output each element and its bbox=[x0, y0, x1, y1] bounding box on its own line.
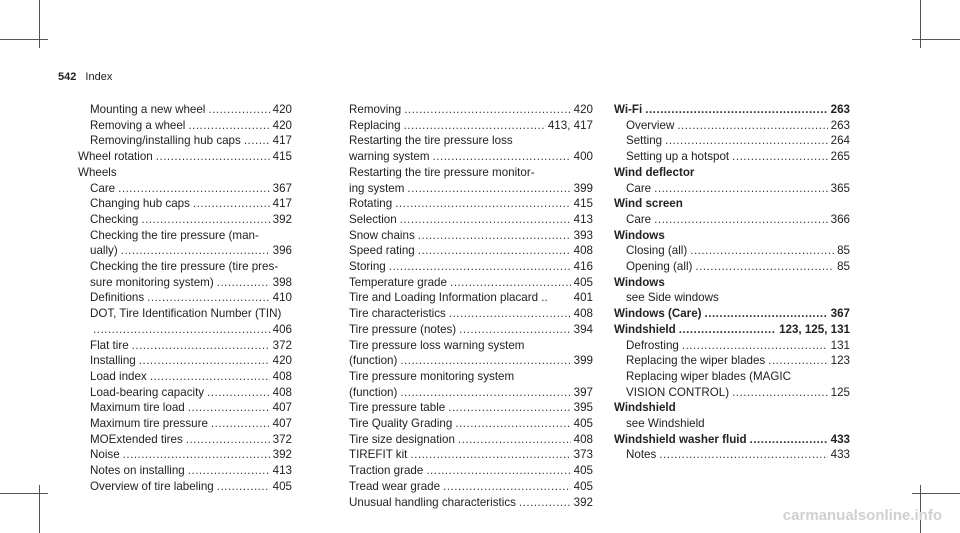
index-entry-term: ing system bbox=[349, 181, 405, 195]
index-entry-term: VISION CONTROL) bbox=[626, 385, 730, 399]
index-entry bbox=[614, 212, 850, 228]
index-entry-term: Wi-Fi bbox=[614, 103, 643, 116]
index-entry bbox=[614, 228, 850, 244]
index-entry bbox=[78, 447, 292, 463]
index-entry-term: Traction grade bbox=[349, 464, 424, 478]
index-entry bbox=[349, 118, 593, 134]
index-entry-term: Opening (all) bbox=[626, 260, 693, 274]
index-entry bbox=[78, 165, 292, 181]
index-entry-term: Wheel rotation bbox=[78, 150, 153, 164]
index-entry-term: Care bbox=[626, 212, 652, 226]
index-entry bbox=[614, 118, 850, 134]
index-entry bbox=[614, 338, 850, 354]
index-entry bbox=[78, 243, 292, 259]
page-reference[interactable]: 392 bbox=[272, 448, 292, 462]
index-entry-term: Overview of tire labeling bbox=[90, 479, 214, 493]
index-entry-term: Mounting a new wheel bbox=[90, 103, 206, 116]
page-reference[interactable]: 393 bbox=[573, 228, 593, 242]
index-entry-term: Flat tire bbox=[90, 338, 129, 352]
page-reference[interactable]: 420 bbox=[272, 354, 292, 368]
index-entry-term: Closing (all) bbox=[626, 244, 688, 258]
index-entry-term: (function) bbox=[349, 385, 398, 399]
dot-leader bbox=[665, 133, 828, 149]
index-entry-term: Windshield washer fluid bbox=[614, 432, 747, 446]
index-entry-term: Tire and Loading Information placard .. bbox=[349, 291, 548, 305]
crop-mark bbox=[39, 0, 40, 48]
index-entry-term: Noise bbox=[90, 448, 120, 462]
index-entry bbox=[349, 243, 593, 259]
dot-leader bbox=[695, 259, 834, 275]
index-entry bbox=[614, 181, 850, 197]
page-reference[interactable]: 405 bbox=[573, 479, 593, 493]
index-entry-term: Unusual handling characteristics bbox=[349, 495, 516, 509]
index-entry-term: Removing a wheel bbox=[90, 118, 186, 132]
index-entry-term: Changing hub caps bbox=[90, 197, 190, 211]
dot-leader bbox=[679, 322, 776, 338]
dot-leader bbox=[677, 118, 827, 134]
page-reference[interactable]: 264 bbox=[830, 134, 850, 148]
index-entry bbox=[614, 259, 850, 275]
index-entry bbox=[78, 416, 292, 432]
dot-leader bbox=[732, 385, 828, 401]
index-entry bbox=[614, 322, 850, 338]
index-entry-term: Speed rating bbox=[349, 244, 415, 258]
dot-leader bbox=[150, 369, 270, 385]
index-entry-term: Storing bbox=[349, 260, 386, 274]
page-reference[interactable]: 399 bbox=[573, 181, 593, 195]
index-entry-term: Wind screen bbox=[614, 197, 683, 211]
dot-leader bbox=[433, 149, 571, 165]
index-entry-term: Tire size designation bbox=[349, 432, 455, 446]
index-entry-term: Maximum tire pressure bbox=[90, 417, 208, 431]
index-entry-term: warning system bbox=[349, 150, 430, 164]
dot-leader bbox=[244, 133, 270, 149]
page-reference[interactable]: 420 bbox=[573, 103, 593, 116]
index-entry bbox=[349, 479, 593, 495]
dot-leader bbox=[217, 275, 270, 291]
page-reference[interactable]: 413 bbox=[272, 464, 292, 478]
dot-leader bbox=[118, 181, 270, 197]
index-entry-term: Windows (Care) bbox=[614, 307, 702, 321]
index-entry bbox=[614, 432, 850, 448]
index-entry bbox=[614, 306, 850, 322]
index-entry bbox=[78, 133, 292, 149]
page-reference[interactable]: 366 bbox=[830, 212, 850, 226]
page-reference[interactable]: 401 bbox=[573, 291, 593, 305]
index-column-2 bbox=[349, 102, 593, 510]
index-entry-term: Windows bbox=[614, 275, 665, 289]
page-reference[interactable]: 408 bbox=[573, 307, 593, 321]
page-reference[interactable]: 416 bbox=[573, 260, 593, 274]
page-reference[interactable]: 415 bbox=[573, 197, 593, 211]
dot-leader bbox=[147, 290, 270, 306]
index-entry-term: Tire pressure table bbox=[349, 401, 446, 415]
dot-leader bbox=[404, 102, 570, 118]
index-entry-term: Notes on installing bbox=[90, 464, 185, 478]
dot-leader bbox=[188, 118, 269, 134]
page-reference[interactable]: 417 bbox=[272, 197, 292, 211]
section-title: Index bbox=[85, 71, 113, 83]
index-entry-term: Care bbox=[626, 181, 652, 195]
index-entry-term: Tread wear grade bbox=[349, 479, 441, 493]
dot-leader bbox=[400, 212, 571, 228]
index-entry bbox=[78, 102, 292, 118]
index-entry-term: Checking bbox=[90, 212, 139, 226]
page-reference[interactable]: 417 bbox=[272, 134, 292, 148]
index-entry-term: Setting bbox=[626, 134, 663, 148]
index-entry bbox=[349, 432, 593, 448]
index-entry bbox=[614, 385, 850, 401]
page-reference[interactable]: 85 bbox=[837, 260, 850, 274]
index-entry-term: MOExtended tires bbox=[90, 432, 183, 446]
dot-leader bbox=[217, 479, 270, 495]
page-reference[interactable]: 398 bbox=[272, 275, 292, 289]
index-entry-text: see Windshield bbox=[626, 417, 705, 431]
index-entry bbox=[349, 196, 593, 212]
dot-leader bbox=[750, 432, 828, 448]
page-reference[interactable]: 392 bbox=[272, 212, 292, 226]
index-entry bbox=[78, 353, 292, 369]
index-entry bbox=[78, 322, 292, 338]
index-entry bbox=[349, 149, 593, 165]
index-entry-term: Rotating bbox=[349, 197, 393, 211]
index-entry bbox=[78, 118, 292, 134]
page-reference[interactable]: 365 bbox=[830, 181, 850, 195]
dot-leader bbox=[389, 259, 571, 275]
page-reference[interactable]: 263 bbox=[830, 103, 850, 116]
page-reference[interactable]: 413, 417 bbox=[547, 118, 593, 132]
index-entry-term: Windshield bbox=[614, 322, 676, 336]
dot-leader bbox=[448, 400, 570, 416]
index-entry-term: Selection bbox=[349, 212, 397, 226]
index-entry bbox=[78, 181, 292, 197]
index-entry-term: Tire pressure (notes) bbox=[349, 322, 457, 336]
index-entry-text: see Side windows bbox=[626, 291, 719, 305]
index-entry bbox=[78, 385, 292, 401]
index-entry-term: Setting up a hotspot bbox=[626, 150, 730, 164]
index-entry-text: Checking the tire pressure (tire pres- bbox=[90, 260, 279, 274]
index-entry-term: Windows bbox=[614, 228, 665, 242]
dot-leader bbox=[443, 479, 571, 495]
dot-leader bbox=[123, 447, 270, 463]
index-entry bbox=[349, 353, 593, 369]
crop-mark bbox=[920, 0, 921, 48]
index-entry-term: Snow chains bbox=[349, 228, 415, 242]
index-column-1 bbox=[78, 102, 292, 495]
page-number: 542 bbox=[58, 71, 77, 83]
dot-leader bbox=[188, 463, 270, 479]
dot-leader bbox=[407, 181, 570, 197]
index-entry-text: Tire pressure monitoring system bbox=[349, 369, 515, 383]
page-reference[interactable]: 392 bbox=[573, 495, 593, 509]
page-reference[interactable]: 396 bbox=[272, 244, 292, 258]
index-entry bbox=[349, 181, 593, 197]
index-entry-term: Load index bbox=[90, 369, 147, 383]
page-reference[interactable]: 265 bbox=[830, 150, 850, 164]
dot-leader bbox=[418, 228, 571, 244]
page-reference[interactable]: 373 bbox=[573, 448, 593, 462]
index-entry-text: Replacing wiper blades (MAGIC bbox=[626, 369, 791, 383]
index-entry-text: Checking the tire pressure (man- bbox=[90, 228, 259, 242]
index-entry-term: Replacing the wiper blades bbox=[626, 354, 766, 368]
index-entry-term: Notes bbox=[626, 448, 657, 462]
page-reference[interactable]: 263 bbox=[830, 118, 850, 132]
dot-leader bbox=[132, 338, 270, 354]
page-reference[interactable]: 408 bbox=[573, 244, 593, 258]
dot-leader bbox=[193, 196, 270, 212]
page-reference[interactable]: 123 bbox=[830, 354, 850, 368]
index-entry-term: Care bbox=[90, 181, 116, 195]
page-reference[interactable]: 123, 125, 131 bbox=[779, 322, 850, 336]
index-entry-term: Temperature grade bbox=[349, 275, 447, 289]
dot-leader bbox=[459, 322, 570, 338]
page-reference[interactable]: 367 bbox=[830, 307, 850, 321]
page-reference[interactable]: 372 bbox=[272, 432, 292, 446]
dot-leader bbox=[654, 212, 828, 228]
dot-leader bbox=[139, 353, 270, 369]
index-entry-term: sure monitoring system) bbox=[90, 275, 214, 289]
dot-leader bbox=[404, 118, 545, 134]
index-entry bbox=[614, 133, 850, 149]
dot-leader bbox=[449, 306, 571, 322]
dot-leader bbox=[645, 102, 827, 118]
index-entry bbox=[349, 322, 593, 338]
index-entry bbox=[349, 290, 593, 306]
index-entry bbox=[78, 432, 292, 448]
dot-leader bbox=[207, 385, 270, 401]
crop-mark bbox=[912, 493, 960, 494]
index-entry bbox=[78, 369, 292, 385]
crop-mark bbox=[912, 39, 960, 40]
dot-leader bbox=[121, 243, 270, 259]
page-reference[interactable]: 399 bbox=[573, 354, 593, 368]
index-entry-term: Load-bearing capacity bbox=[90, 385, 205, 399]
page-reference[interactable]: 415 bbox=[272, 150, 292, 164]
dot-leader bbox=[186, 432, 270, 448]
index-entry-term: ually) bbox=[90, 244, 118, 258]
dot-leader bbox=[395, 196, 570, 212]
index-entry-text: Restarting the tire pressure monitor- bbox=[349, 165, 535, 179]
dot-leader bbox=[93, 322, 270, 338]
index-entry bbox=[614, 353, 850, 369]
dot-leader bbox=[659, 447, 827, 463]
index-entry-term: Definitions bbox=[90, 291, 145, 305]
page-reference[interactable]: 408 bbox=[573, 432, 593, 446]
page-reference[interactable]: 131 bbox=[830, 338, 850, 352]
page-header bbox=[58, 71, 112, 83]
dot-leader bbox=[141, 212, 269, 228]
page-reference[interactable]: 405 bbox=[573, 417, 593, 431]
index-entry-term: Tire Quality Grading bbox=[349, 417, 453, 431]
index-entry bbox=[614, 275, 850, 291]
crop-mark bbox=[0, 493, 48, 494]
page-reference[interactable]: 406 bbox=[272, 322, 292, 336]
dot-leader bbox=[400, 353, 570, 369]
page-reference[interactable]: 405 bbox=[573, 275, 593, 289]
index-entry-term: Wind deflector bbox=[614, 165, 695, 179]
index-entry bbox=[349, 259, 593, 275]
dot-leader bbox=[156, 149, 270, 165]
page-reference[interactable]: 433 bbox=[830, 448, 850, 462]
index-entry-term: Defrosting bbox=[626, 338, 679, 352]
page-reference[interactable]: 408 bbox=[272, 385, 292, 399]
page-reference[interactable]: 413 bbox=[573, 212, 593, 226]
index-entry bbox=[614, 165, 850, 181]
dot-leader bbox=[208, 102, 269, 118]
page-reference[interactable]: 372 bbox=[272, 338, 292, 352]
dot-leader bbox=[732, 149, 828, 165]
index-entry bbox=[614, 447, 850, 463]
page-reference[interactable]: 420 bbox=[272, 103, 292, 116]
index-entry-term: Replacing bbox=[349, 118, 401, 132]
index-entry bbox=[78, 290, 292, 306]
index-entry bbox=[614, 196, 850, 212]
page-reference[interactable]: 394 bbox=[573, 322, 593, 336]
page-reference[interactable]: 125 bbox=[830, 385, 850, 399]
index-entry bbox=[78, 275, 292, 291]
page-reference[interactable]: 85 bbox=[837, 244, 850, 258]
index-entry bbox=[78, 338, 292, 354]
page-reference[interactable]: 400 bbox=[573, 150, 593, 164]
page-reference[interactable]: 397 bbox=[573, 385, 593, 399]
index-entry-term: TIREFIT kit bbox=[349, 448, 408, 462]
index-entry-term: Installing bbox=[90, 354, 136, 368]
index-entry bbox=[78, 196, 292, 212]
index-entry-text: DOT, Tire Identification Number (TIN) bbox=[90, 307, 282, 321]
dot-leader bbox=[768, 353, 827, 369]
page-reference[interactable]: 405 bbox=[272, 479, 292, 493]
index-entry-text: Restarting the tire pressure loss bbox=[349, 134, 513, 148]
dot-leader bbox=[188, 400, 270, 416]
page-reference[interactable]: 407 bbox=[272, 401, 292, 415]
dot-leader bbox=[211, 416, 270, 432]
page-reference[interactable]: 433 bbox=[830, 432, 850, 446]
index-entry-term: Windshield bbox=[614, 401, 676, 415]
index-entry bbox=[349, 463, 593, 479]
index-entry bbox=[349, 102, 593, 118]
index-entry bbox=[349, 400, 593, 416]
index-entry bbox=[614, 102, 850, 118]
page-reference[interactable]: 420 bbox=[272, 118, 292, 132]
index-entry-term: Overview bbox=[626, 118, 675, 132]
index-entry bbox=[349, 228, 593, 244]
page-reference[interactable]: 367 bbox=[272, 181, 292, 195]
dot-leader bbox=[690, 243, 834, 259]
index-entry bbox=[614, 149, 850, 165]
index-entry-term: Maximum tire load bbox=[90, 401, 185, 415]
index-entry bbox=[78, 400, 292, 416]
index-entry bbox=[78, 212, 292, 228]
dot-leader bbox=[519, 495, 571, 511]
index-entry bbox=[78, 463, 292, 479]
dot-leader bbox=[410, 447, 570, 463]
index-entry bbox=[78, 149, 292, 165]
index-entry bbox=[614, 400, 850, 416]
index-entry-term: Removing/installing hub caps bbox=[90, 134, 241, 148]
watermark: carmanualsonline.info bbox=[782, 507, 942, 524]
index-entry bbox=[614, 243, 850, 259]
page-reference[interactable]: 407 bbox=[272, 417, 292, 431]
dot-leader bbox=[682, 338, 828, 354]
dot-leader bbox=[426, 463, 570, 479]
index-entry-term: Removing bbox=[349, 103, 402, 116]
page-reference[interactable]: 405 bbox=[573, 464, 593, 478]
dot-leader bbox=[400, 385, 570, 401]
index-entry bbox=[349, 447, 593, 463]
dot-leader bbox=[458, 432, 571, 448]
index-entry bbox=[349, 416, 593, 432]
index-entry bbox=[78, 479, 292, 495]
dot-leader bbox=[705, 306, 828, 322]
index-entry-term: (function) bbox=[349, 354, 398, 368]
page-reference[interactable]: 410 bbox=[272, 291, 292, 305]
index-entry-term: Wheels bbox=[78, 165, 117, 179]
index-entry-term: Tire characteristics bbox=[349, 307, 446, 321]
crop-mark bbox=[0, 39, 48, 40]
index-entry bbox=[349, 385, 593, 401]
index-entry bbox=[349, 212, 593, 228]
dot-leader bbox=[654, 181, 828, 197]
dot-leader bbox=[450, 275, 571, 291]
page-reference[interactable]: 408 bbox=[272, 369, 292, 383]
dot-leader bbox=[418, 243, 571, 259]
page-reference[interactable]: 395 bbox=[573, 401, 593, 415]
dot-leader bbox=[455, 416, 570, 432]
index-column-3 bbox=[614, 102, 850, 463]
index-entry bbox=[349, 306, 593, 322]
index-entry bbox=[349, 495, 593, 511]
index-entry bbox=[349, 275, 593, 291]
index-entry-text: Tire pressure loss warning system bbox=[349, 338, 525, 352]
